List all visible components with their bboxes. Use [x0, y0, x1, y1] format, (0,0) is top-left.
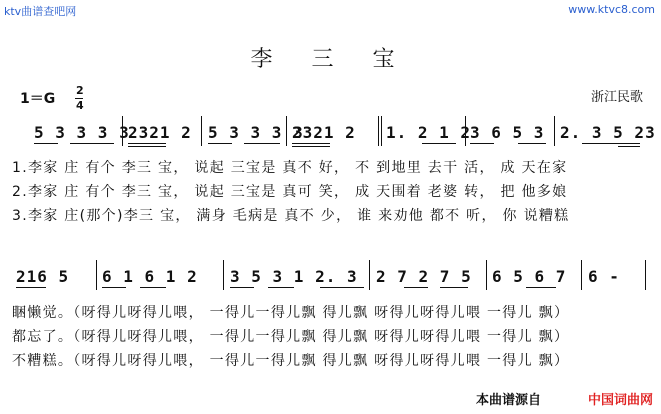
- underline: [244, 143, 280, 144]
- barline: [554, 116, 555, 146]
- barline: [378, 116, 379, 146]
- underline: [618, 146, 640, 147]
- song-title: 李 三 宝: [250, 47, 411, 72]
- measure: 1. 2 1 2: [386, 123, 472, 142]
- underline: [128, 143, 166, 144]
- underline: [292, 143, 330, 144]
- underline: [320, 287, 364, 288]
- underline: [208, 143, 232, 144]
- underline: [404, 287, 428, 288]
- lyric-line: 不糟糕。（呀得儿呀得儿喂， 一得儿一得儿飘 得儿飘 呀得儿呀得儿喂 一得儿 飘）: [12, 353, 570, 369]
- measure: 2 7 2 7 5: [376, 267, 472, 286]
- song-origin: 浙江民歌: [590, 90, 643, 105]
- measure: 2. 3 5 23: [560, 123, 656, 142]
- time-signature-denominator: 4: [76, 99, 84, 112]
- measure: 6 -: [588, 267, 620, 286]
- source-credit: 本曲谱源自: [475, 393, 541, 408]
- underline: [292, 146, 330, 147]
- lyric-line: 都忘了。（呀得儿呀得儿喂， 一得儿一得儿飘 得儿飘 呀得儿呀得儿喂 一得儿 飘）: [12, 329, 570, 345]
- measure: 3 5 3 1 2. 3: [230, 267, 358, 286]
- watermark-left: ktv曲谱查吧网: [4, 5, 77, 18]
- underline: [102, 287, 126, 288]
- measure: 3 6 5 3: [470, 123, 545, 142]
- lyric-line: 睏懒觉。（呀得儿呀得儿喂， 一得儿一得儿飘 得儿飘 呀得儿呀得儿喂 一得儿 飘）: [12, 305, 570, 321]
- lyric-line: 2.李家 庄 有个 李三 宝， 说起 三宝是 真可 笑， 成 天围着 老婆 转， 把 他多娘: [12, 184, 568, 200]
- underline: [16, 287, 46, 288]
- underline: [582, 143, 640, 144]
- measure: 5 3 3 3 3: [34, 123, 130, 142]
- measure: 216 5: [16, 267, 70, 286]
- underline: [70, 143, 114, 144]
- measure: 6 5 6 7: [492, 267, 567, 286]
- source-site-name: 中国词曲网: [587, 393, 653, 408]
- barline: [581, 260, 582, 290]
- underline: [526, 287, 556, 288]
- underline: [470, 143, 494, 144]
- underline: [34, 143, 58, 144]
- underline: [140, 287, 166, 288]
- barline: [201, 116, 202, 146]
- barline: [223, 260, 224, 290]
- barline: [486, 260, 487, 290]
- underline: [422, 143, 456, 144]
- barline: [645, 260, 646, 290]
- lyric-line: 1.李家 庄 有个 李三 宝， 说起 三宝是 真不 好， 不 到地里 去干 活， 成 天在家: [12, 160, 568, 176]
- underline: [440, 287, 468, 288]
- underline: [518, 143, 546, 144]
- watermark-right: www.ktvc8.com: [568, 3, 655, 16]
- underline: [128, 146, 166, 147]
- underline: [268, 287, 294, 288]
- measure: 2321 2: [292, 123, 356, 142]
- measure: 5 3 3 3 3: [208, 123, 304, 142]
- underline: [230, 287, 254, 288]
- barline: [96, 260, 97, 290]
- measure: 2321 2: [128, 123, 192, 142]
- lyric-line: 3.李家 庄(那个)李三 宝， 满身 毛病是 真不 少， 谁 来劝他 都不 听， 你 说糟糕: [12, 208, 570, 224]
- key-signature: 1＝G: [20, 91, 56, 107]
- measure: 6 1 6 1 2: [102, 267, 198, 286]
- barline: [381, 116, 382, 146]
- time-signature-numerator: 2: [76, 84, 84, 97]
- barline: [369, 260, 370, 290]
